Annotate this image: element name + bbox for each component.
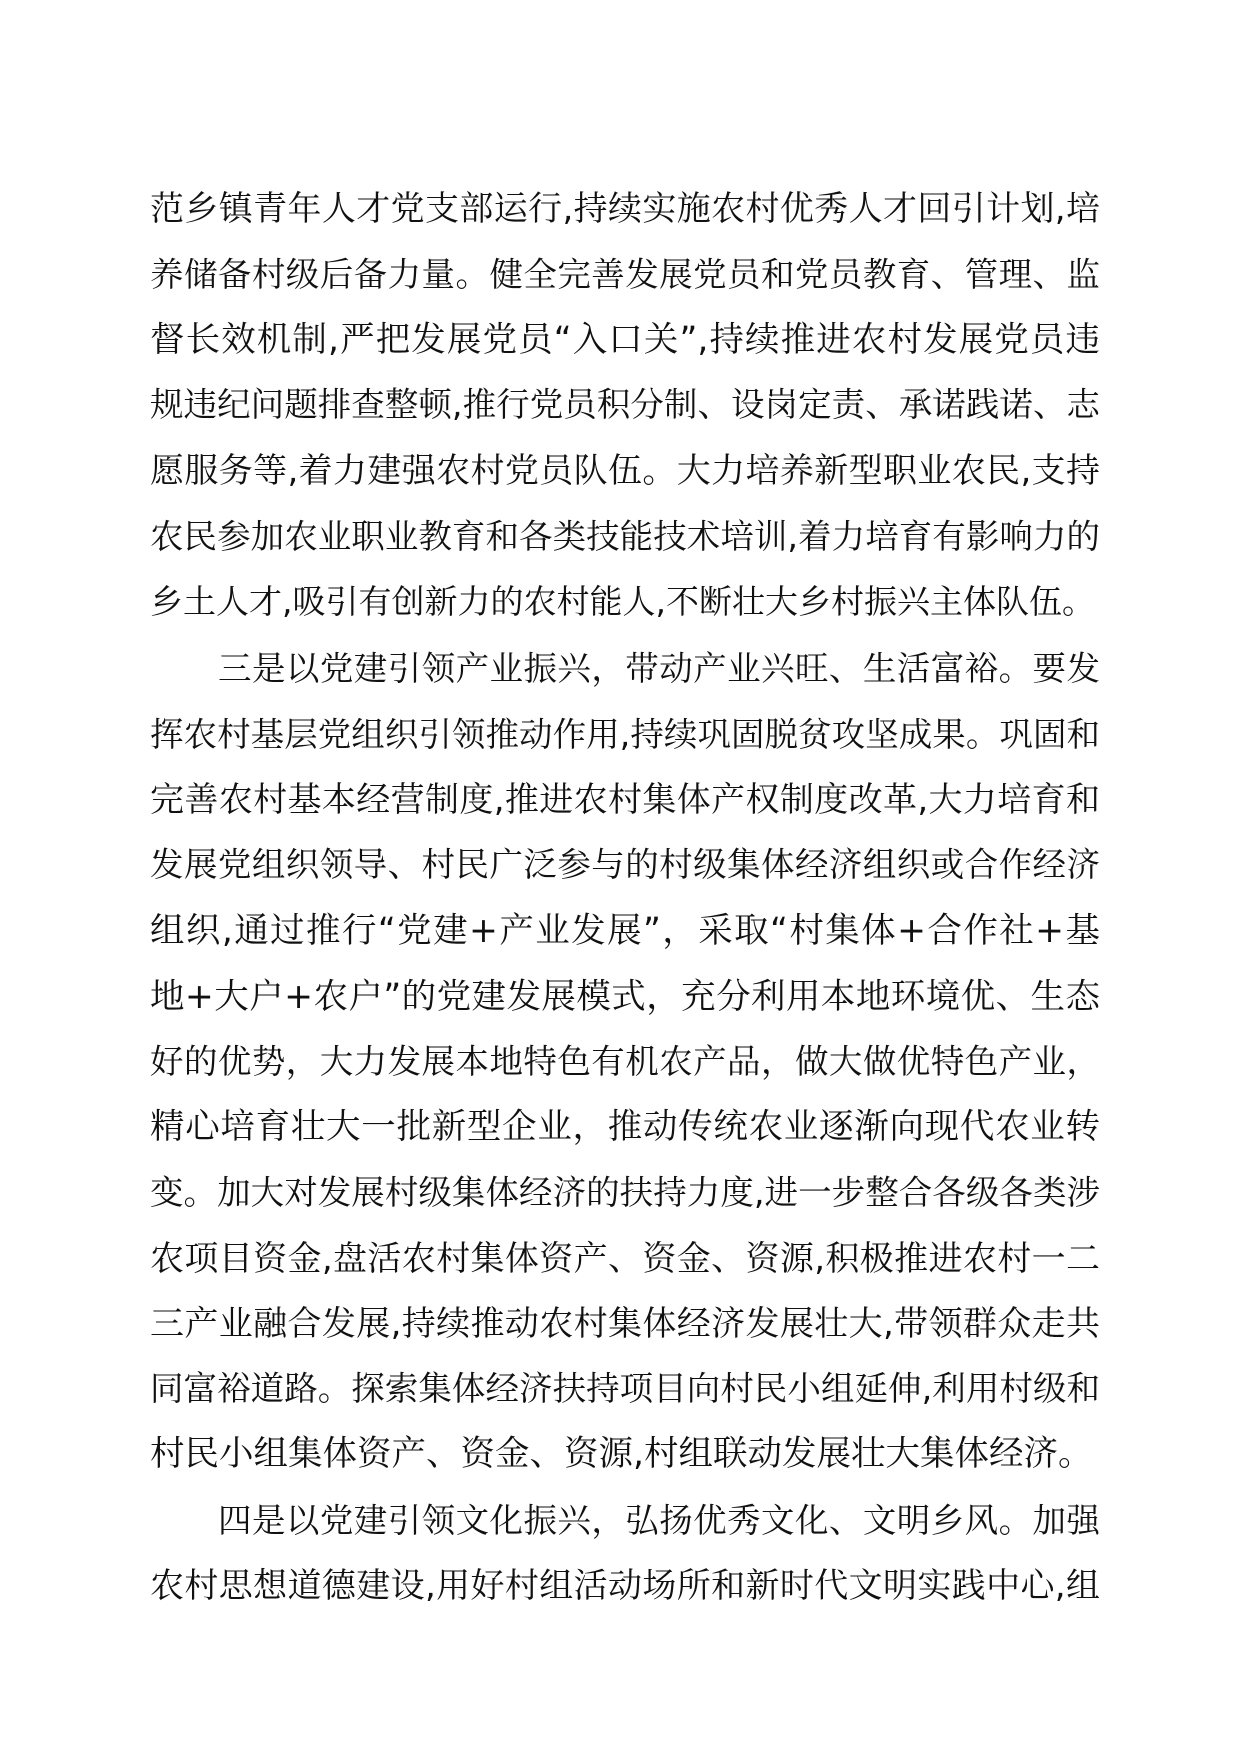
- text-line: 农项目资金,盘活农村集体资产、资金、资源,积极推进农村一二: [150, 1239, 1100, 1279]
- text-line: 乡土人才,吸引有创新力的农村能人,不断壮大乡村振兴主体队伍。: [150, 582, 1095, 621]
- text-line: 规违纪问题排查整顿,推行党员积分制、设岗定责、承诺践诺、志: [150, 385, 1100, 424]
- text-line: 同富裕道路。探索集体经济扶持项目向村民小组延伸,利用村级和: [150, 1369, 1100, 1408]
- text-line: 三产业融合发展,持续推动农村集体经济发展壮大,带领群众走共: [150, 1304, 1100, 1344]
- text-line: 挥农村基层党组织引领推动作用,持续巩固脱贫攻坚成果。巩固和: [150, 715, 1100, 754]
- text-line: 变。加大对发展村级集体经济的扶持力度,进一步整合各级各类涉: [150, 1173, 1100, 1212]
- text-line: 愿服务等,着力建强农村党员队伍。大力培养新型职业农民,支持: [150, 451, 1100, 491]
- text-line: 组织,通过推行“党建+产业发展”，采取“村集体+合作社+基: [150, 911, 1100, 951]
- text-line: 发展党组织领导、村民广泛参与的村级集体经济组织或合作经济: [150, 845, 1100, 884]
- paragraph-start-line: 三是以党建引领产业振兴，带动产业兴旺、生活富裕。要发: [218, 649, 1100, 688]
- text-line: 养储备村级后备力量。健全完善发展党员和党员教育、管理、监: [150, 255, 1100, 294]
- paragraph-start-line: 四是以党建引领文化振兴，弘扬优秀文化、文明乡风。加强: [218, 1501, 1100, 1540]
- text-line: 完善农村基本经营制度,推进农村集体产权制度改革,大力培育和: [150, 780, 1100, 820]
- text-line: 好的优势，大力发展本地特色有机农产品，做大做优特色产业，: [150, 1042, 1100, 1081]
- text-line: 范乡镇青年人才党支部运行,持续实施农村优秀人才回引计划,培: [150, 189, 1100, 229]
- text-line: 村民小组集体资产、资金、资源,村组联动发展壮大集体经济。: [150, 1434, 1093, 1474]
- text-line: 精心培育壮大一批新型企业，推动传统农业逐渐向现代农业转: [150, 1107, 1100, 1147]
- text-line: 农民参加农业职业教育和各类技能技术培训,着力培育有影响力的: [150, 517, 1100, 556]
- text-line: 农村思想道德建设,用好村组活动场所和新时代文明实践中心,组: [150, 1566, 1100, 1606]
- text-line: 督长效机制,严把发展党员“入口关”,持续推进农村发展党员违: [150, 320, 1100, 360]
- text-line: 地+大户+农户”的党建发展模式，充分利用本地环境优、生态: [150, 977, 1100, 1017]
